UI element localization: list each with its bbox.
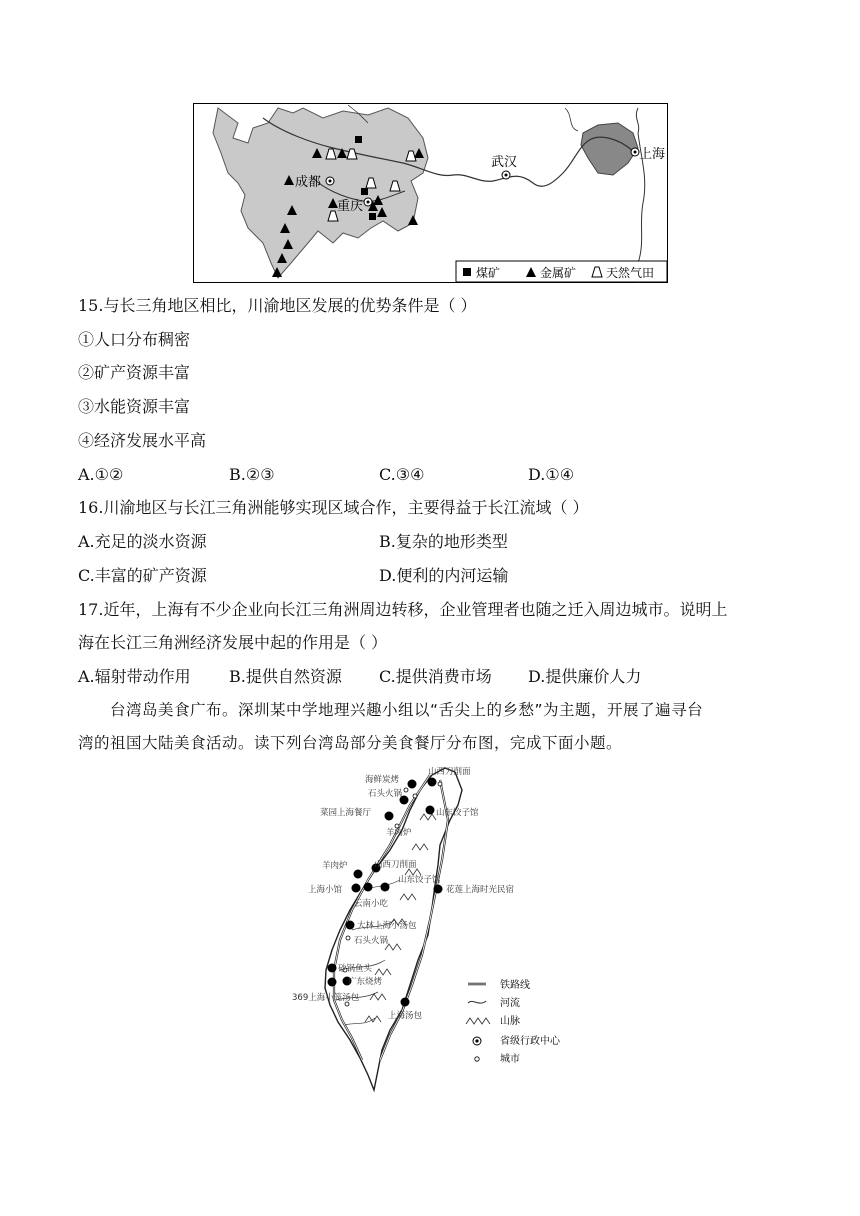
- q15-option-a[interactable]: A.①②: [78, 465, 124, 484]
- restaurant-label: 石头火锅: [354, 936, 389, 946]
- coal-mine-marker: [369, 213, 376, 220]
- restaurant-label: 山西刀削面: [428, 767, 471, 777]
- restaurant-label: 海鲜炭烤: [365, 775, 400, 785]
- restaurant-label: 云南小吃: [354, 899, 389, 909]
- legend-coal-icon: [463, 268, 471, 276]
- q16-option-b[interactable]: B.复杂的地形类型: [379, 532, 508, 551]
- coal-mine-marker: [361, 188, 368, 195]
- q16-option-a[interactable]: A.充足的淡水资源: [78, 532, 207, 551]
- legend-railway-label: 铁路线: [500, 980, 530, 991]
- legend-gas-label: 天然气田: [606, 266, 655, 280]
- q15-item-3: ③水能资源丰富: [78, 397, 191, 416]
- q15-item-1: ①人口分布稠密: [78, 330, 191, 349]
- restaurant-label: 羊肉炉: [386, 828, 412, 838]
- restaurant-label: 369上海小笼汤包: [292, 993, 360, 1003]
- restaurant-label: 大林上海小汤包: [357, 921, 417, 931]
- q17-option-b[interactable]: B.提供自然资源: [229, 667, 342, 686]
- restaurant-label: 砂锅鱼头: [338, 964, 373, 974]
- q16-option-d[interactable]: D.便利的内河运输: [379, 566, 509, 585]
- restaurant-label: 菜园上海餐厅: [320, 808, 372, 818]
- legend-city-label: 城市: [500, 1054, 520, 1065]
- intro-line1: 台湾岛美食广布。深圳某中学地理兴趣小组以“舌尖上的乡愁”为主题，开展了遍寻台: [110, 701, 704, 719]
- legend-river-label: 河流: [500, 998, 520, 1009]
- q17-option-c[interactable]: C.提供消费市场: [379, 667, 492, 686]
- restaurant-label: 上海汤包: [388, 1011, 423, 1021]
- restaurant-label: 山西刀削面: [374, 860, 417, 870]
- chongqing-label: 重庆: [337, 199, 364, 214]
- restaurant-label: 山东饺子馆: [436, 808, 479, 818]
- sichuan-yangtze-map: [193, 103, 668, 283]
- restaurant-label: 山东饺子馆: [398, 875, 441, 885]
- wuhan-label: 武汉: [491, 155, 518, 170]
- q15-option-b[interactable]: B.②③: [229, 465, 275, 484]
- chengdu-label: 成都: [295, 175, 322, 190]
- restaurant-label: 广东烧烤: [348, 977, 383, 987]
- restaurant-label: 石头火锅: [368, 789, 403, 799]
- legend-metal-label: 金属矿: [540, 266, 577, 280]
- shanghai-label: 上海: [639, 147, 666, 162]
- q17-option-a[interactable]: A.辐射带动作用: [78, 667, 191, 686]
- restaurant-label: 上海小馆: [308, 885, 343, 895]
- restaurant-label: 羊肉炉: [322, 861, 348, 871]
- taiwan-restaurant-map: [290, 760, 580, 1095]
- q17-stem-line2: 海在长江三角洲经济发展中起的作用是（ ）: [78, 633, 388, 652]
- q15-option-c[interactable]: C.③④: [379, 465, 425, 484]
- q15-option-d[interactable]: D.①④: [528, 465, 575, 484]
- legend-coal-label: 煤矿: [476, 266, 501, 280]
- legend-mountain-label: 山脉: [500, 1016, 520, 1027]
- q17-stem-line1: 17.近年，上海有不少企业向长江三角洲周边转移，企业管理者也随之迁入周边城市。说明上: [78, 600, 728, 619]
- q15-item-2: ②矿产资源丰富: [78, 363, 191, 382]
- q15-item-4: ④经济发展水平高: [78, 431, 207, 450]
- q15-stem: 15.与长三角地区相比，川渝地区发展的优势条件是（ ）: [78, 296, 477, 315]
- restaurant-label: 花莲上海时光民宿: [446, 885, 515, 895]
- q16-stem: 16.川渝地区与长江三角洲能够实现区域合作，主要得益于长江流域（ ）: [78, 498, 589, 517]
- map2-legend: [466, 978, 561, 1065]
- coal-mine-marker: [355, 136, 362, 143]
- intro-line2: 湾的祖国大陆美食活动。读下列台湾岛部分美食餐厅分布图，完成下面小题。: [78, 734, 623, 752]
- q17-option-d[interactable]: D.提供廉价人力: [528, 667, 642, 686]
- legend-capital-label: 省级行政中心: [500, 1036, 560, 1047]
- q16-option-c[interactable]: C.丰富的矿产资源: [78, 566, 207, 585]
